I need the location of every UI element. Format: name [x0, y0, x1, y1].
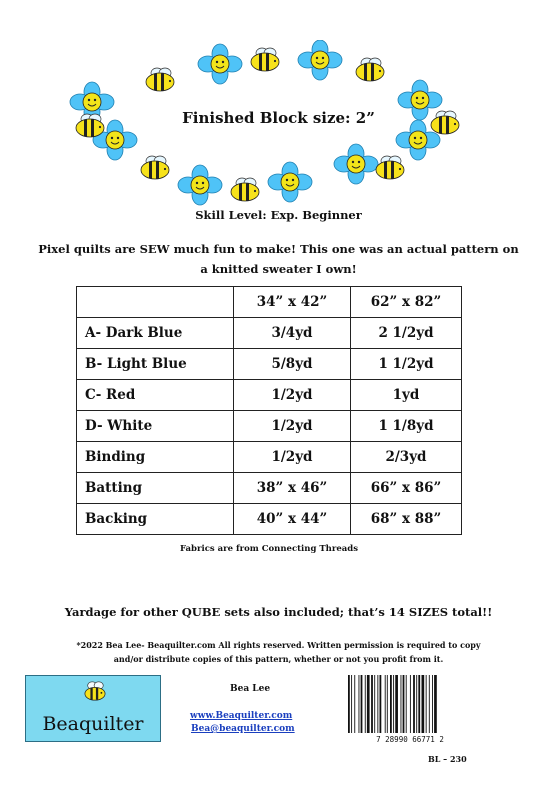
row-value-size-2: 68” x 88” — [351, 504, 462, 535]
bee-icon — [146, 68, 174, 91]
row-label: Batting — [77, 473, 234, 504]
barcode-bar — [416, 675, 417, 733]
table-header-row — [77, 287, 462, 318]
finished-block-size: Finished Block size: 2” — [182, 109, 375, 127]
bee-icon — [82, 680, 108, 702]
flower-icon — [298, 40, 342, 80]
barcode-bar — [359, 675, 360, 733]
flower-icon — [334, 144, 378, 184]
barcode-bar — [380, 675, 382, 733]
row-value-size-2: 1 1/2yd — [351, 349, 462, 380]
intro-line-2: a knitted sweater I own! — [200, 262, 357, 276]
barcode-bar — [351, 675, 352, 733]
barcode-bar — [429, 675, 430, 733]
row-value-size-2: 2/3yd — [351, 442, 462, 473]
barcode-digits: 7 28990 66771 2 — [376, 735, 444, 744]
barcode-bar — [361, 675, 363, 733]
beaquilter-logo — [25, 675, 161, 742]
row-value-size-1: 1/2yd — [234, 411, 351, 442]
email-link[interactable]: Bea@beaquilter.com — [191, 724, 295, 734]
barcode — [344, 673, 476, 745]
barcode-bar — [432, 675, 433, 733]
barcode-bar — [348, 675, 350, 733]
row-label: A- Dark Blue — [77, 318, 234, 349]
barcode-bar — [401, 675, 402, 733]
bee-icon — [376, 156, 404, 179]
author-name: Bea Lee — [230, 684, 271, 694]
row-value-size-1: 1/2yd — [234, 442, 351, 473]
barcode-bar — [354, 675, 355, 733]
flower-icon — [268, 162, 312, 202]
intro-text — [26, 239, 531, 279]
row-value-size-1: 1/2yd — [234, 380, 351, 411]
flower-icon — [178, 165, 222, 205]
bee-icon — [251, 48, 279, 71]
barcode-bar — [390, 675, 392, 733]
barcode-bar — [365, 675, 366, 733]
yardage-table — [76, 286, 462, 535]
row-label: Backing — [77, 504, 234, 535]
row-value-size-1: 38” x 46” — [234, 473, 351, 504]
barcode-bar — [410, 675, 411, 733]
row-label: C- Red — [77, 380, 234, 411]
table-row — [77, 504, 462, 535]
table-header-blank — [77, 287, 234, 318]
table-row — [77, 411, 462, 442]
qube-sizes-note: Yardage for other QUBE sets also included; that’s 14 SIZES total!! — [64, 605, 493, 619]
barcode-bar — [367, 675, 370, 733]
row-value-size-1: 40” x 44” — [234, 504, 351, 535]
barcode-bar — [406, 675, 407, 733]
barcode-bar — [395, 675, 398, 733]
barcode-bar — [426, 675, 427, 733]
barcode-bar — [374, 675, 375, 733]
table-row — [77, 473, 462, 504]
bee-icon — [356, 58, 384, 81]
row-value-size-2: 66” x 86” — [351, 473, 462, 504]
barcode-bar — [413, 675, 415, 733]
barcode-bar — [371, 675, 373, 733]
row-value-size-2: 1 1/8yd — [351, 411, 462, 442]
website-link[interactable]: www.Beaquilter.com — [190, 711, 293, 721]
barcode-bar — [387, 675, 388, 733]
pattern-code: BL – 230 — [428, 754, 467, 764]
table-header-size-1: 34” x 42” — [234, 287, 351, 318]
barcode-bar — [385, 675, 386, 733]
barcode-bar — [434, 675, 437, 733]
table-row — [77, 380, 462, 411]
copyright-line-2: and/or distribute copies of this pattern, whether or not you profit from it. — [113, 654, 444, 664]
copyright-notice — [40, 638, 517, 666]
table-row — [77, 349, 462, 380]
barcode-bar — [393, 675, 394, 733]
row-value-size-2: 1yd — [351, 380, 462, 411]
logo-text: Beaquilter — [42, 713, 144, 735]
barcode-bar — [403, 675, 405, 733]
copyright-line-1: *2022 Bea Lee- Beaquilter.com All rights reserved. Written permission is required to copy — [76, 640, 481, 650]
barcode-bar — [422, 675, 425, 733]
row-label: Binding — [77, 442, 234, 473]
row-value-size-1: 5/8yd — [234, 349, 351, 380]
flower-icon — [198, 44, 242, 84]
table-header-size-2: 62” x 82” — [351, 287, 462, 318]
row-label: B- Light Blue — [77, 349, 234, 380]
table-row — [77, 318, 462, 349]
barcode-bar — [377, 675, 378, 733]
barcode-bar — [418, 675, 420, 733]
intro-line-1: Pixel quilts are SEW much fun to make! This one was an actual pattern on — [38, 242, 519, 256]
table-row — [77, 442, 462, 473]
skill-level: Skill Level: Exp. Beginner — [195, 208, 362, 222]
row-label: D- White — [77, 411, 234, 442]
row-value-size-1: 3/4yd — [234, 318, 351, 349]
bee-icon — [231, 178, 259, 201]
fabric-source-caption: Fabrics are from Connecting Threads — [179, 544, 358, 554]
bee-icon — [141, 156, 169, 179]
row-value-size-2: 2 1/2yd — [351, 318, 462, 349]
